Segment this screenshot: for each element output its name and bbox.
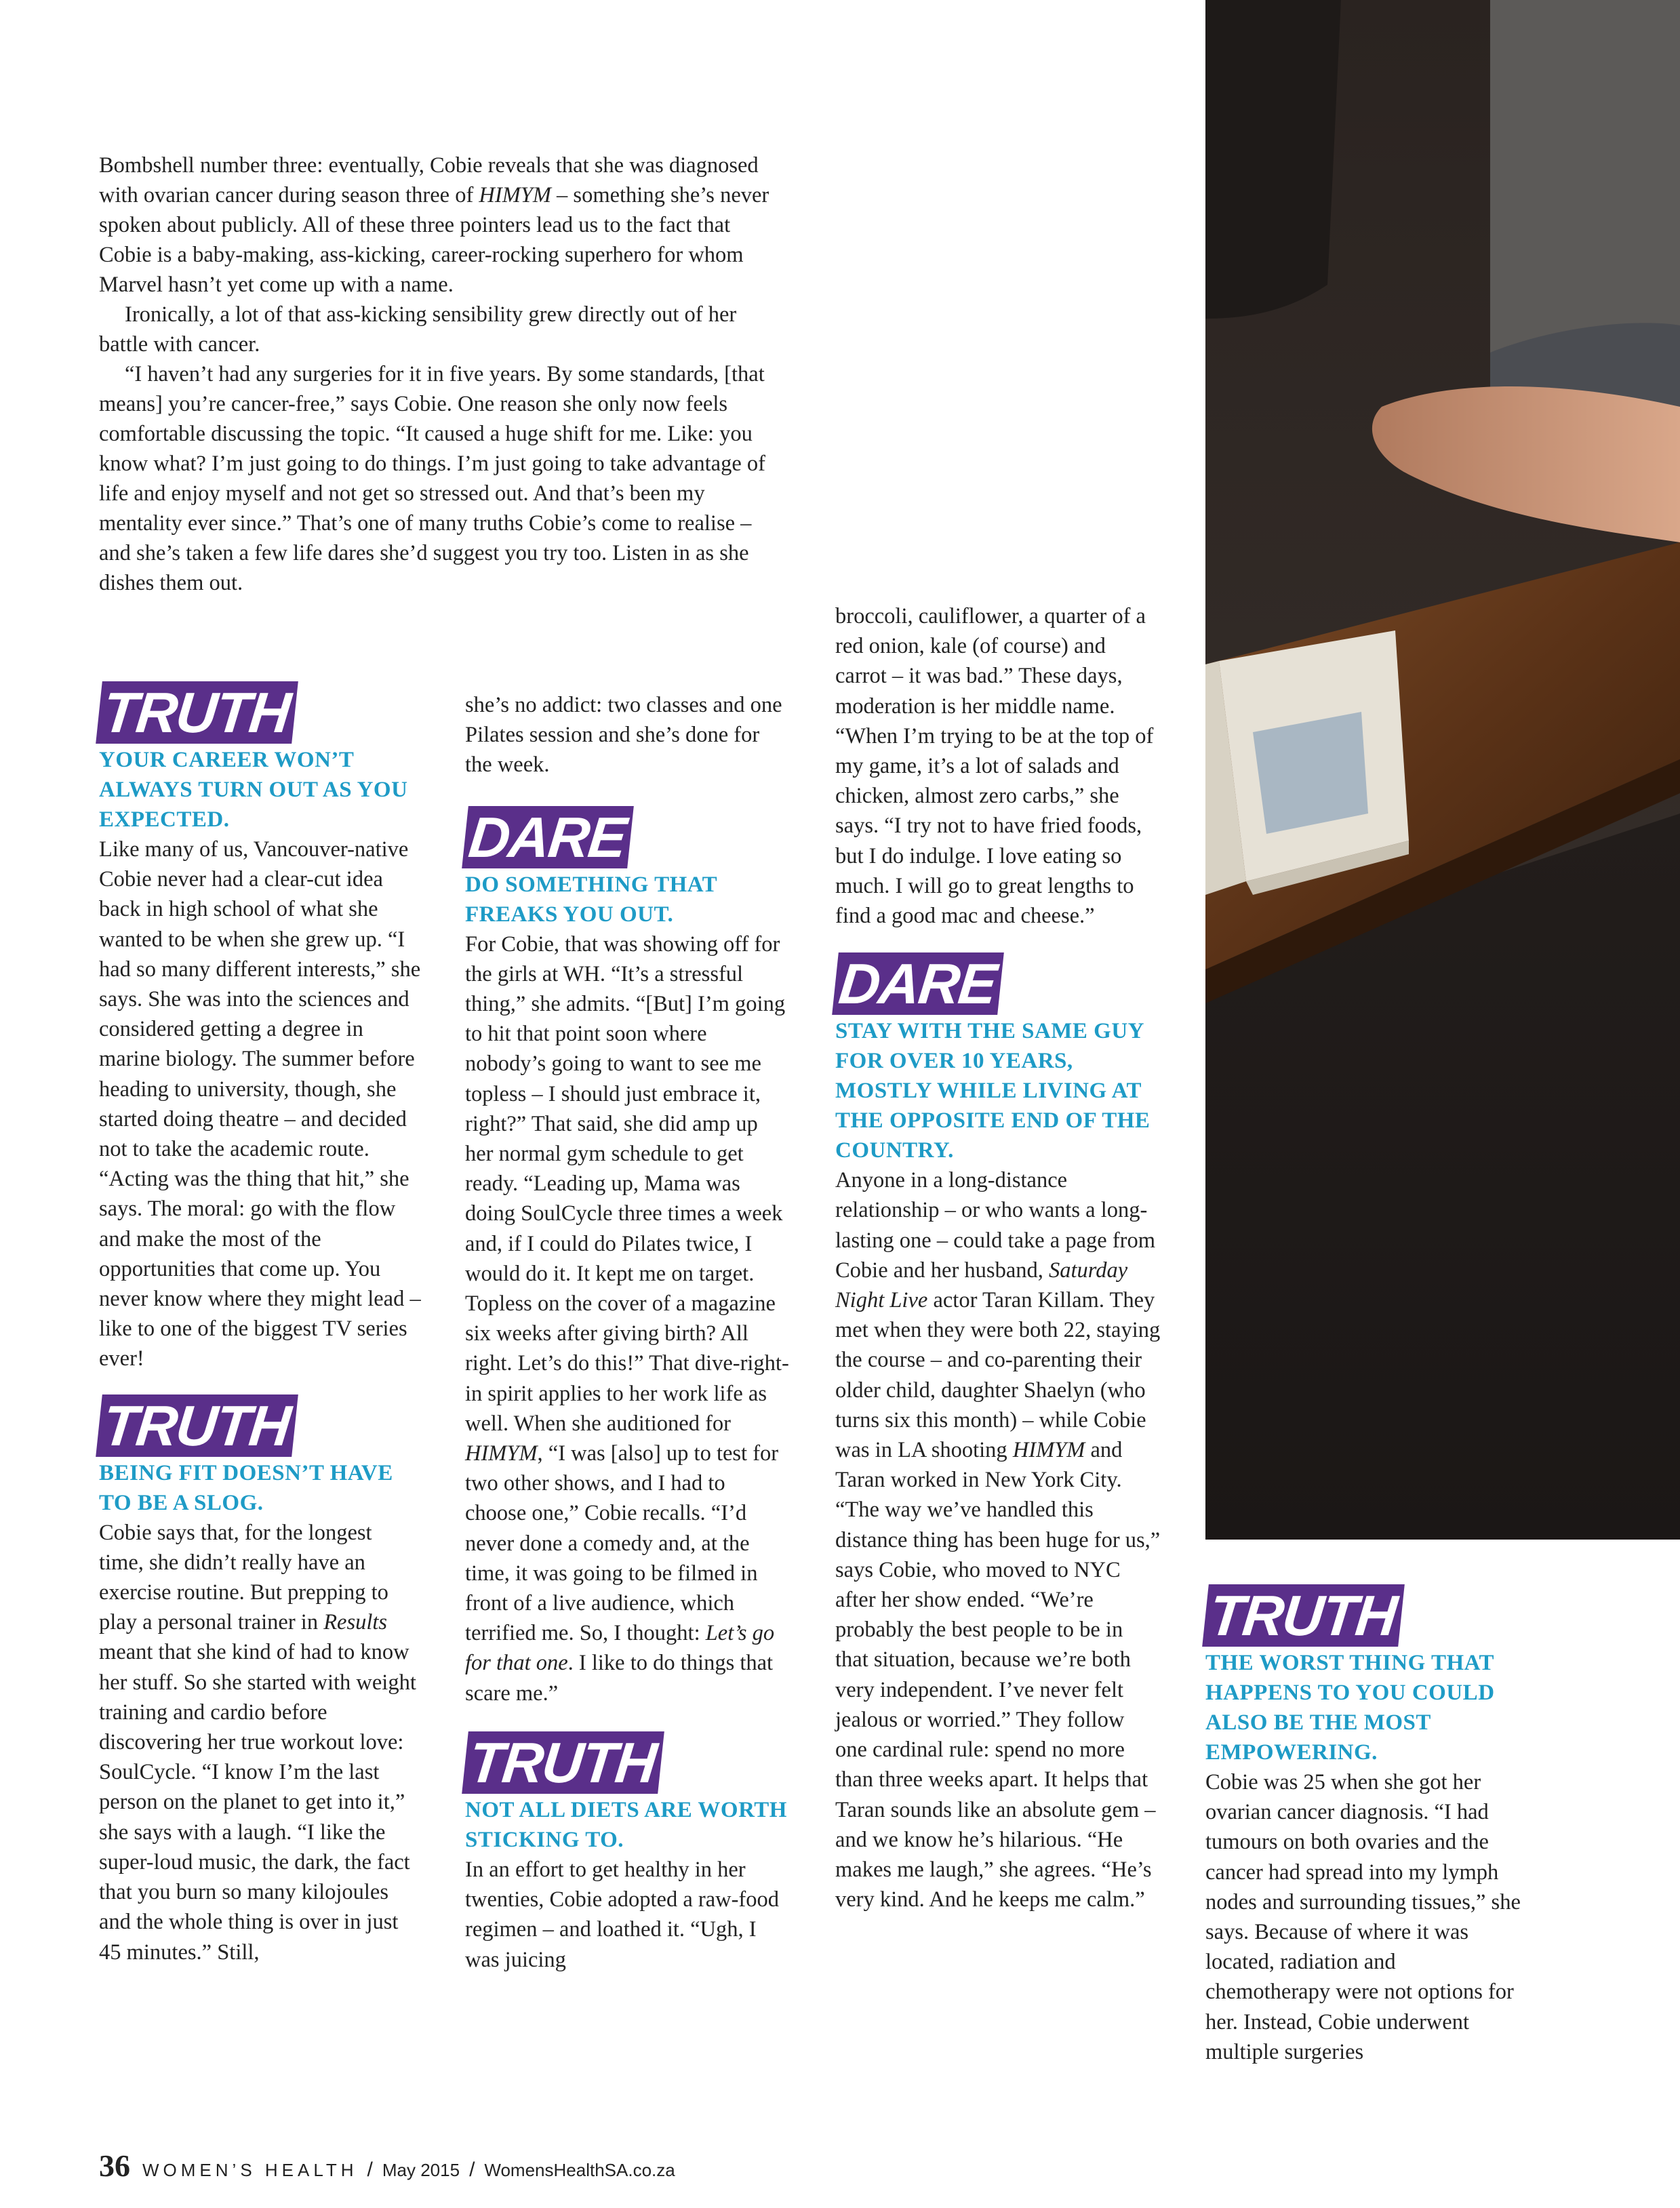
- issue-date: May 2015: [382, 2160, 460, 2180]
- column-4: [1205, 1584, 1524, 2067]
- intro-paragraph-1: Bombshell number three: eventually, Cobie reveals that she was diagnosed with ovarian cancer during season three of HIMYM – something she’s never spoken about publicly. All of these three pointers lead us to the fact that Cobie is a baby-making, ass-kicking, career-rocking superhero for whom Marvel hasn’t yet come up with a name.: [99, 153, 769, 297]
- separator: /: [367, 2159, 373, 2181]
- section-freaks: [465, 806, 791, 1708]
- magazine-name: WOMEN’S HEALTH: [142, 2160, 358, 2180]
- continued-text: broccoli, cauliflower, a quarter of a red onion, kale (of course) and carrot – it was bad.” These days, moderation is her middle name. “When I’m trying to be at the top of my game, it’s a lot of salads and chicken, almost zero carbs,” she says. “I try not to have fried foods, but I do indulge. I love eating so much. I will go to great lengths to find a good mac and cheese.”: [835, 604, 1154, 929]
- section-heading: THE WORST THING THAT HAPPENS TO YOU COULD ALSO BE THE MOST EMPOWERING.: [1205, 1651, 1495, 1765]
- section-body: Anyone in a long-distance relationship – or who wants a long-lasting one – could take a page from Cobie and her husband, Saturday Night Live actor Taran Killam. They met when they were both 22, staying the course – and co-parenting their older child, daughter Shaelyn (who turns six this month) – while Cobie was in LA shooting HIMYM and Taran worked in New York City. “The way we’ve handled this distance thing has been huge for us,” says Cobie, who moved to NYC after her show ended. “We’re probably the best people to be in that situation, because we’re both very independent. I’ve never felt jealous or worried.” They follow one cardinal rule: spend no more than three weeks apart. It helps that Taran sounds like an absolute gem – and we know he’s hilarious. “He makes me laugh,” she agrees. “He’s very kind. And he keeps me calm.”: [835, 1168, 1161, 1912]
- website-link[interactable]: WomensHealthSA.co.za: [484, 2160, 675, 2180]
- column-2: [465, 690, 791, 1975]
- truth-tag: TRUTH: [462, 1731, 664, 1794]
- intro-paragraph-3: “I haven’t had any surgeries for it in five years. By some standards, [that means] you’re cancer-free,” says Cobie. One reason she only now feels comfortable discussing the topic. “It caused a huge shift for me. Like: you know what? I’m just going to do things. I’m just going to take advantage of life and enjoy myself and not get so stressed out. And that’s been my mentality ever since.” That’s one of many truths Cobie’s come to realise – and she’s taken a few life dares she’d suggest you try too. Listen in as she dishes them out.: [99, 362, 765, 595]
- photo-image: [1205, 0, 1680, 1540]
- column-1: [99, 681, 421, 1967]
- section-career: [99, 681, 421, 1374]
- section-heading: DO SOMETHING THAT FREAKS YOU OUT.: [465, 872, 717, 927]
- section-heading: NOT ALL DIETS ARE WORTH STICKING TO.: [465, 1797, 787, 1852]
- section-heading: BEING FIT DOESN’T HAVE TO BE A SLOG.: [99, 1460, 393, 1515]
- section-body: In an effort to get healthy in her twenties, Cobie adopted a raw-food regimen – and loathed it. “Ugh, I was juicing: [465, 1857, 779, 1972]
- page-number: 36: [99, 2148, 130, 2183]
- section-diets: [465, 1731, 791, 1975]
- truth-tag: TRUTH: [96, 1394, 298, 1457]
- section-body: Cobie was 25 when she got her ovarian cancer diagnosis. “I had tumours on both ovaries and the cancer had spread into my lymph nodes and surrounding tissues,” she says. Because of where it was located, radiation and chemotherapy were not options for her. Instead, Cobie underwent multiple surgeries: [1205, 1770, 1521, 2064]
- cover-photo: [1205, 0, 1680, 1540]
- section-heading: YOUR CAREER WON’T ALWAYS TURN OUT AS YOU EXPECTED.: [99, 748, 408, 832]
- page-footer: [99, 2148, 675, 2188]
- column-3: [835, 601, 1161, 1914]
- truth-tag: TRUTH: [1202, 1584, 1404, 1647]
- section-body: For Cobie, that was showing off for the girls at WH. “It’s a stressful thing,” she admits. “[But] I’m going to hit that point soon where nobody’s going to want to see me topless – I should just embrace it, right?” That said, she did amp up her normal gym schedule to get ready. “Leading up, Mama was doing SoulCycle three times a week and, if I could do Pilates twice, I would do it. It kept me on target. Topless on the cover of a magazine six weeks after giving birth? All right. Let’s do this!” That dive-right-in spirit applies to her work life as well. When she auditioned for HIMYM, “I was [also] up to test for two other shows, and I had to choose one,” Cobie recalls. “I’d never done a comedy and, at the time, it was going to be filmed in front of a live audience, which terrified me. So, I thought: Let’s go for that one. I like to do things that scare me.”: [465, 931, 789, 1706]
- section-empowering: [1205, 1584, 1524, 2067]
- intro-text: [99, 150, 777, 598]
- section-heading: STAY WITH THE SAME GUY FOR OVER 10 YEARS, MOSTLY WHILE LIVING AT THE OPPOSITE END OF THE COUNTRY.: [835, 1019, 1151, 1163]
- continued-text: she’s no addict: two classes and one Pilates session and she’s done for the week.: [465, 693, 782, 778]
- dare-tag: DARE: [462, 806, 634, 868]
- separator: /: [469, 2159, 475, 2181]
- section-relationship: [835, 952, 1161, 1914]
- dare-tag: DARE: [832, 952, 1004, 1015]
- intro-paragraph-2: Ironically, a lot of that ass-kicking sensibility grew directly out of her battle with cancer.: [99, 302, 737, 357]
- section-fitness: [99, 1394, 421, 1967]
- truth-tag: TRUTH: [96, 681, 298, 744]
- section-body: Like many of us, Vancouver-native Cobie never had a clear-cut idea back in high school of what she wanted to be when she grew up. “I had so many different interests,” she says. She was into the sciences and considered getting a degree in marine biology. The summer before heading to university, though, she started doing theatre – and decided not to take the academic route. “Acting was the thing that hit,” she says. The moral: go with the flow and make the most of the opportunities that come up. You never know where they might lead – like to one of the biggest TV series ever!: [99, 837, 421, 1371]
- section-body: Cobie says that, for the longest time, she didn’t really have an exercise routine. But prepping to play a personal trainer in Results meant that she kind of had to know her stuff. So she started with weight training and cardio before discovering her true workout love: SoulCycle. “I know I’m the last person on the planet to get into it,” she says with a laugh. “I like the super-loud music, the dark, the fact that you burn so many kilojoules and the whole thing is over in just 45 minutes.” Still,: [99, 1520, 416, 1965]
